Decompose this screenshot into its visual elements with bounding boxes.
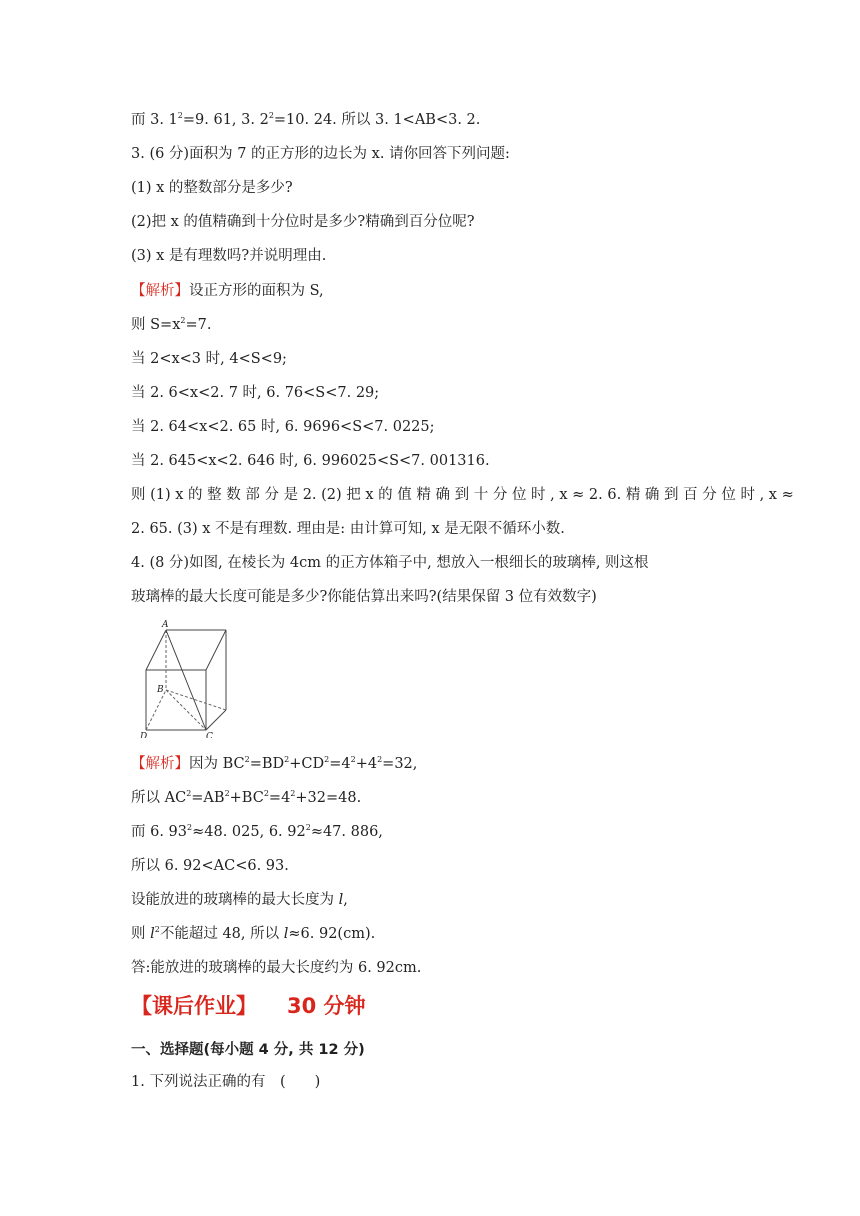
q4-title-line-2: 玻璃棒的最大长度可能是多少?你能估算出来吗?(结果保留 3 位有效数字) [131, 589, 597, 605]
vertex-label-b: B [157, 685, 164, 695]
q3-answer-line-1: 则 (1) x 的 整 数 部 分 是 2. (2) 把 x 的 值 精 确 到 十 分 位 时 , x ≈ 2. 6. 精 确 到 百 分 位 时 , x ≈ [131, 487, 794, 503]
q3-part-3: (3) x 是有理数吗?并说明理由. [131, 248, 327, 264]
homework-heading: 【课后作业】 30 分钟 [131, 994, 366, 1018]
edge [206, 710, 226, 730]
q3-answer-line-2: 2. 65. (3) x 不是有理数. 理由是: 由计算可知, x 是无限不循环小数. [131, 521, 565, 537]
hidden-edge [146, 690, 166, 730]
q3-case-3: 当 2. 64<x<2. 65 时, 6. 9696<S<7. 0225; [131, 419, 435, 435]
q3-case-1: 当 2<x<3 时, 4<S<9; [131, 351, 287, 367]
q4-answer: 答:能放进的玻璃棒的最大长度约为 6. 92cm. [131, 960, 422, 976]
q3-analysis-start: 【解析】设正方形的面积为 S, [131, 283, 324, 299]
prev-conclusion: 而 3. $1^2=9$. 61, 3. $2^2=10$. 24. 所以 3. 1<AB<3. 2. [131, 111, 481, 128]
homework-time: 30 分钟 [287, 994, 366, 1018]
vertex-label-c: C [206, 732, 213, 738]
cube-figure [138, 618, 234, 738]
q3-area-equation: 则 $S=x^2=7$. [131, 316, 212, 333]
section-title: 一、选择题(每小题 4 分, 共 12 分) [131, 1042, 365, 1058]
analysis-tag: 【解析】 [131, 756, 189, 772]
diagonal-bc [166, 690, 206, 730]
hidden-edge [166, 690, 226, 710]
q4-analysis-line-2: 所以 $AC^2=AB^2+BC^2=4^2+32=48$. [131, 789, 362, 806]
analysis-tag: 【解析】 [131, 283, 189, 299]
q4-analysis-line-3: 而 6. $93^2\approx 48$. 025, 6. $92^2\approx 47$. 886, [131, 823, 383, 840]
q3-case-2: 当 2. 6<x<2. 7 时, 6. 76<S<7. 29; [131, 385, 380, 401]
q4-analysis-line-6: 则 $l^2$不能超过 48, 所以 l≈6. 92(cm). [131, 925, 376, 942]
q4-title-line-1: 4. (8 分)如图, 在棱长为 4cm 的正方体箱子中, 想放入一根细长的玻璃棒, 则这根 [131, 555, 649, 571]
q3-part-2: (2)把 x 的值精确到十分位时是多少?精确到百分位呢? [131, 214, 475, 230]
q3-case-4: 当 2. 645<x<2. 646 时, 6. 996025<S<7. 001316. [131, 453, 490, 469]
q3-title: 3. (6 分)面积为 7 的正方形的边长为 x. 请你回答下列问题: [131, 146, 510, 162]
edge [206, 630, 226, 670]
q3-part-1: (1) x 的整数部分是多少? [131, 180, 293, 196]
edge [146, 630, 166, 670]
q4-analysis-line-4: 所以 6. 92<AC<6. 93. [131, 858, 289, 874]
homework-question-1: 1. 下列说法正确的有 ( ) [131, 1074, 321, 1090]
q4-analysis-line-1: 【解析】因为 $BC^2=BD^2+CD^2=4^2+4^2=32$, [131, 755, 418, 772]
vertex-label-d: D [140, 732, 148, 738]
vertex-label-a: A [162, 620, 169, 630]
diagonal-ac [166, 630, 206, 730]
q4-analysis-line-5: 设能放进的玻璃棒的最大长度为 l, [131, 892, 348, 908]
